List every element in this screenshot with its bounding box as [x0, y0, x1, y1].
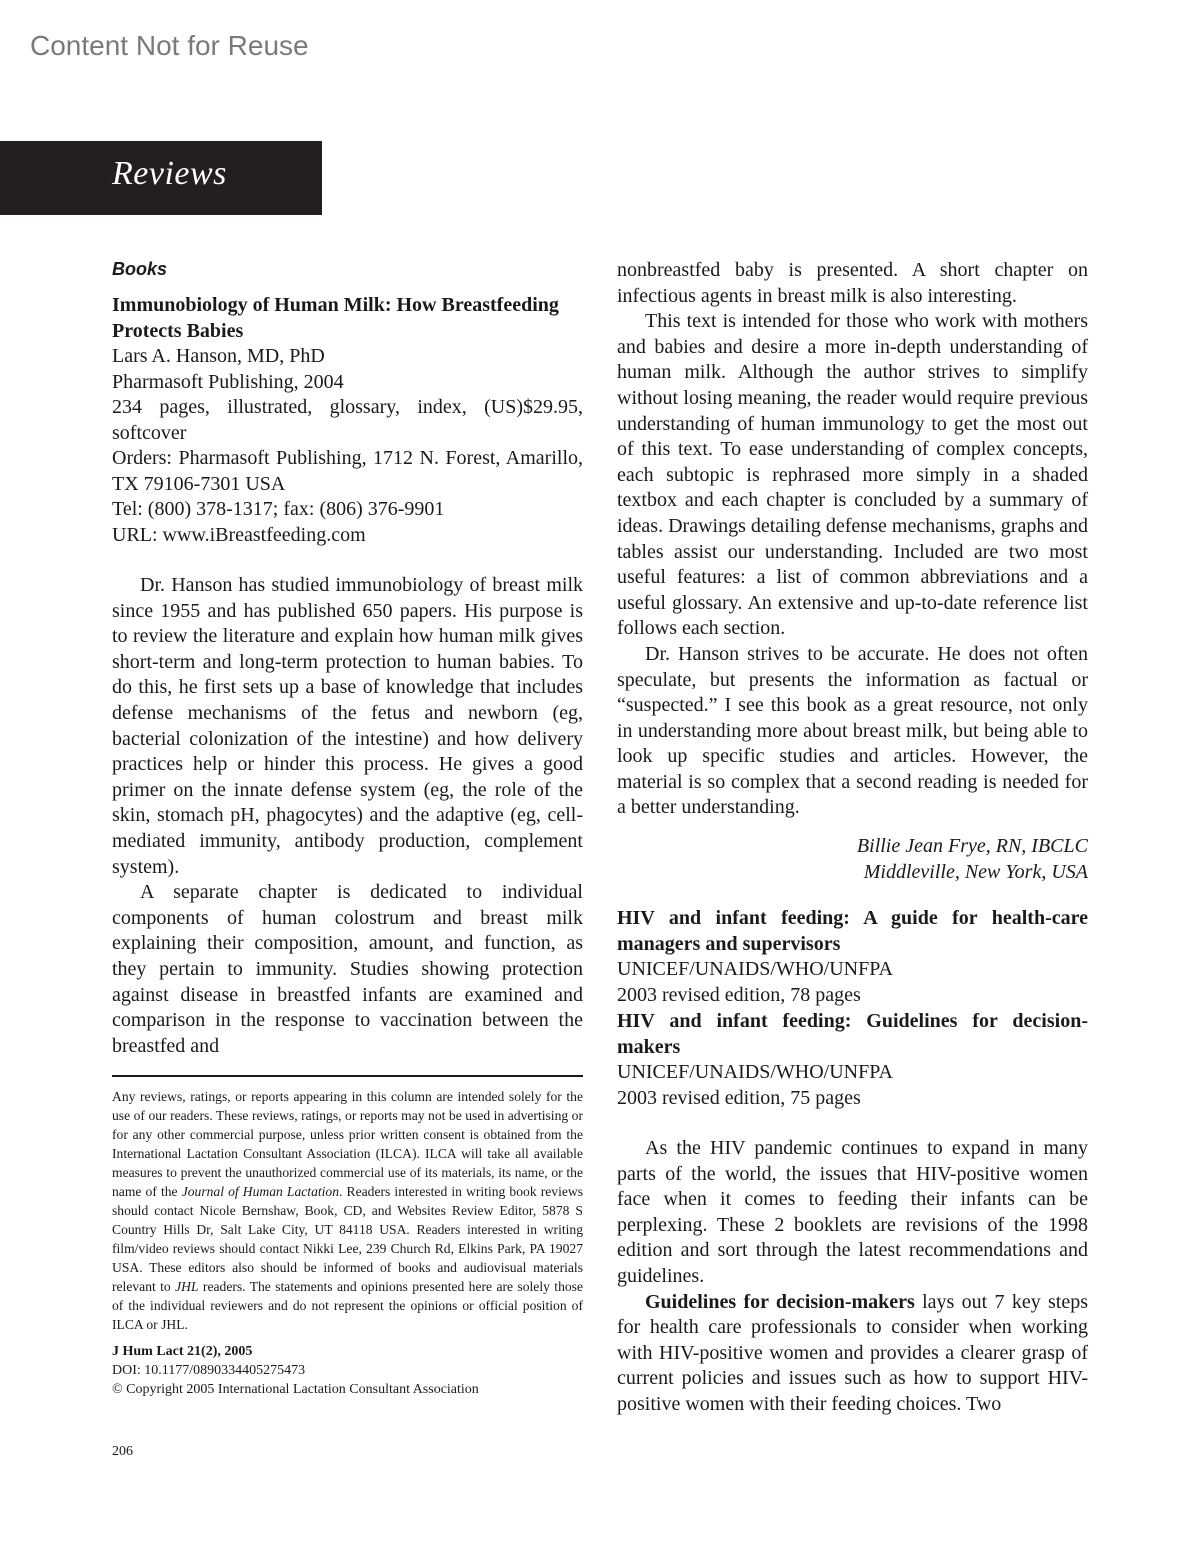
copyright: © Copyright 2005 International Lactation Consultant Association [112, 1382, 479, 1398]
book-details: 234 pages, illustrated, glossary, index, (US)$29.95, softcover [112, 396, 583, 444]
book-details: 2003 revised edition, 78 pages [617, 983, 861, 1006]
book-metadata [617, 957, 1088, 1008]
book-title: HIV and infant feeding: Guidelines for decision-makers [617, 1010, 1088, 1059]
section-banner [0, 141, 322, 215]
journal-name: Journal of Human Lactation [181, 1184, 340, 1200]
book-publisher: UNICEF/UNAIDS/WHO/UNFPA [617, 1061, 893, 1084]
book-title: HIV and infant feeding: A guide for health-care managers and supervisors [617, 907, 1088, 956]
citation-block [112, 1342, 583, 1399]
book-details: 2003 revised edition, 75 pages [617, 1086, 861, 1109]
book-phone: Tel: (800) 378-1317; fax: (806) 376-9901 [112, 498, 445, 520]
page-number: 206 [112, 1444, 133, 1459]
book-metadata [112, 344, 583, 548]
book-title: Immunobiology of Human Milk: How Breastfeeding Protects Babies [112, 294, 559, 342]
journal-abbrev: JHL [175, 1279, 199, 1295]
left-column [112, 258, 583, 1399]
review-paragraph: A separate chapter is dedicated to individual components of human colostrum and breast milk explaining their composition, amount, and function, as they pertain to immunity. Studies showing protection against disease in breastfed infants are examined and comparison in the response to vaccination between the breastfed and [112, 881, 583, 1057]
review-paragraph: Guidelines for decision-makers lays out 7 key steps for health care professionals to consider when working with HIV-positive women and provides a clearer grasp of current policies and issues such as how to support HIV-positive women with their feeding choices. Two [617, 1290, 1089, 1415]
reviewer-location: Middleville, New York, USA [863, 861, 1088, 884]
category-label: Books [112, 259, 168, 279]
review-paragraph: Dr. Hanson has studied immunobiology of breast milk since 1955 and has published 650 papers. His purpose is to review the literature and explain how human milk gives short-term and long-term protection to human babies. To do this, he first sets up a base of knowledge that includes defense mechanisms of the fetus and newborn (eg, bacterial colonization of the intestine) and how delivery practices help or hinder this process. He gives a good primer on the innate defense system (eg, the role of the skin, stomach pH, phagocytes) and the adaptive (eg, cell-mediated immunity, antibody production, complement system). [112, 574, 583, 878]
section-title: Reviews [112, 155, 227, 192]
book-publisher: UNICEF/UNAIDS/WHO/UNFPA [617, 958, 893, 981]
book-orders: Orders: Pharmasoft Publishing, 1712 N. Forest, Amarillo, TX 79106-7301 USA [112, 447, 583, 495]
review-paragraph: As the HIV pandemic continues to expand in many parts of the world, the issues that HIV-positive women face when it comes to feeding their infants can be perplexing. These 2 booklets are revisions of the 1998 edition and sort through the latest recommendations and guidelines. [617, 1137, 1088, 1288]
paragraph-lead: Guidelines for decision-makers [645, 1290, 915, 1313]
review-paragraph: Dr. Hanson strives to be accurate. He does not often speculate, but presents the information as factual or “suspected.” I see this book as a great resource, not only in understanding more about breast milk, but being able to look up specific studies and articles. However, the material is so complex that a second reading is needed for a better understanding. [617, 642, 1088, 819]
reviewer-signature [617, 833, 1088, 885]
reviewer-name: Billie Jean Frye, RN, IBCLC [856, 835, 1088, 858]
book-url: URL: www.iBreastfeeding.com [112, 523, 366, 546]
doi: DOI: 10.1177/0890334405275473 [112, 1363, 306, 1379]
journal-citation: J Hum Lact 21(2), 2005 [112, 1344, 253, 1360]
review-paragraph: nonbreastfed baby is presented. A short chapter on infectious agents in breast milk is also interesting. [617, 259, 1088, 307]
right-column [617, 258, 1088, 1418]
book-publisher: Pharmasoft Publishing, 2004 [112, 370, 344, 393]
book-author: Lars A. Hanson, MD, PhD [112, 345, 325, 367]
book-metadata [617, 1060, 1088, 1111]
editorial-footnote: Any reviews, ratings, or reports appearing in this column are intended solely for the use of our readers. These reviews, ratings, or reports may not be used in advertising or for any other commercial purpose, unless prior written consent is obtained from the International Lactation Consultant Association (ILCA). ILCA will take all available measures to prevent the unauthorized commercial use of its materials, its name, or the name of the Journal of Human Lactation. Readers interested in writing book reviews should contact Nicole Bernshaw, Book, CD, and Websites Review Editor, 5878 S Country Hills Dr, Salt Lake City, UT 84118 USA. Readers interested in writing film/video reviews should contact Nikki Lee, 239 Church Rd, Elkins Park, PA 19027 USA. These editors also should be informed of books and audiovisual materials relevant to JHL readers. The statements and opinions presented here are solely those of the individual reviewers and do not represent the opinions or official position of ILCA or JHL. [112, 1089, 583, 1333]
review-paragraph: This text is intended for those who work with mothers and babies and desire a more in-depth understanding of human milk. Although the author strives to simplify without losing meaning, the reader would require previous understanding of human immunology to get the most out of this text. To ease understanding of complex concepts, each subtopic is rephrased more simply in a shaded textbox and each chapter is concluded by a summary of ideas. Drawings detailing defense mechanisms, graphs and tables assist our understanding. Included are two most useful features: a list of common abbreviations and a useful glossary. An extensive and up-to-date reference list follows each section. [617, 310, 1088, 640]
footnote-divider [112, 1075, 583, 1077]
watermark: Content Not for Reuse [30, 30, 309, 61]
